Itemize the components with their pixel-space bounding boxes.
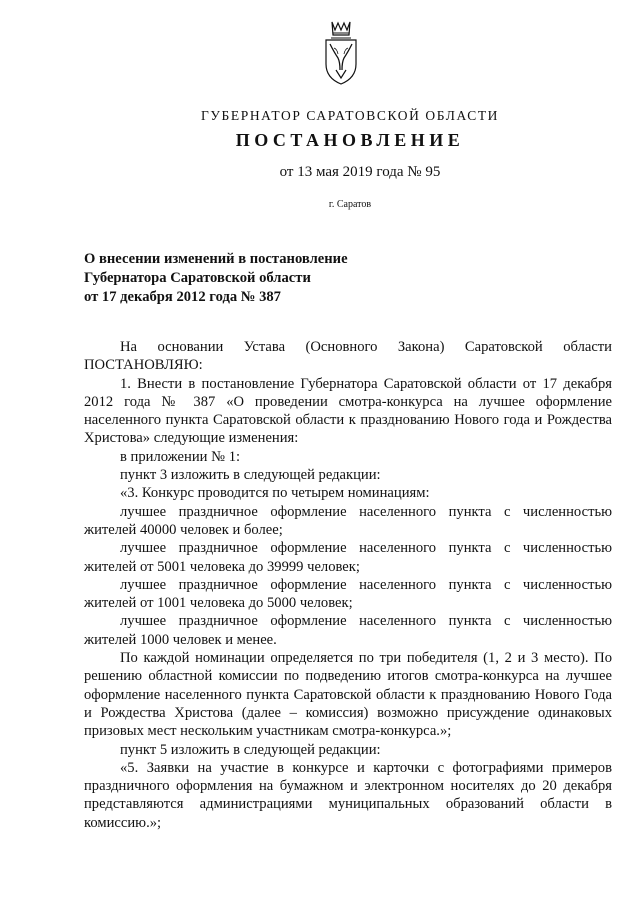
- paragraph-nomination-2: лучшее праздничное оформление населенного пункта с численностью жителей от 5001 человека до 39999 человек;: [84, 540, 612, 575]
- document-date-number: от 13 мая 2019 года № 95: [279, 164, 441, 180]
- subject-line: от 17 декабря 2012 года № 387: [84, 289, 281, 305]
- paragraph-clause-3-intro: пункт 3 изложить в следующей редакции:: [120, 467, 381, 484]
- paragraph-winners: По каждой номинации определяется по три победителя (1, 2 и 3 место). По решению областной комиссии по подведению итогов смотра-конкурса на лучшее оформление населенного пункта Саратовской области к празднованию Нового Года и Рождества Христова (далее – комиссия) возможно присуждение одинаковых призовых мест нескольким участникам смотра-конкурса.»;: [84, 650, 612, 740]
- paragraph-item-1: 1. Внести в постановление Губернатора Саратовской области от 17 декабря 2012 года № 387 «О проведении смотра-конкурса на лучшее оформление населенного пункта Саратовской области к празднованию Нового года и Рождества Христова» следующие изменения:: [84, 375, 612, 447]
- paragraph-clause-3: «3. Конкурс проводится по четырем номинациям:: [120, 485, 430, 502]
- subject-line: Губернатора Саратовской области: [84, 270, 311, 286]
- coat-of-arms-emblem: [318, 18, 364, 86]
- paragraph-clause-5: «5. Заявки на участие в конкурсе и карточки с фотографиями примеров праздничного оформления на бумажном и электронном носителях до 20 декабря представляются администрациями муниципальных образований области в комиссию.»;: [84, 759, 612, 831]
- paragraph-basis: На основании Устава (Основного Закона) Саратовской области ПОСТАНОВЛЯЮ:: [84, 339, 612, 374]
- paragraph-clause-5-intro: пункт 5 изложить в следующей редакции:: [120, 741, 381, 758]
- paragraph-appendix: в приложении № 1:: [120, 448, 241, 465]
- subject-line: О внесении изменений в постановление: [84, 251, 348, 267]
- document-city: г. Саратов: [328, 199, 372, 210]
- paragraph-nomination-3: лучшее праздничное оформление населенного пункта с численностью жителей от 1001 человека до 5000 человек;: [84, 576, 612, 612]
- issuing-authority: ГУБЕРНАТОР САРАТОВСКОЙ ОБЛАСТИ: [200, 108, 500, 123]
- paragraph-nomination-4: лучшее праздничное оформление населенного пункта с численностью жителей 1000 человек и менее.: [84, 613, 612, 648]
- paragraph-nomination-1: лучшее праздничное оформление населенного пункта с численностью жителей 40000 человек и более;: [84, 503, 612, 538]
- document-type-title: ПОСТАНОВЛЕНИЕ: [235, 130, 465, 150]
- document-body: [84, 338, 612, 832]
- document-subject: [84, 250, 348, 307]
